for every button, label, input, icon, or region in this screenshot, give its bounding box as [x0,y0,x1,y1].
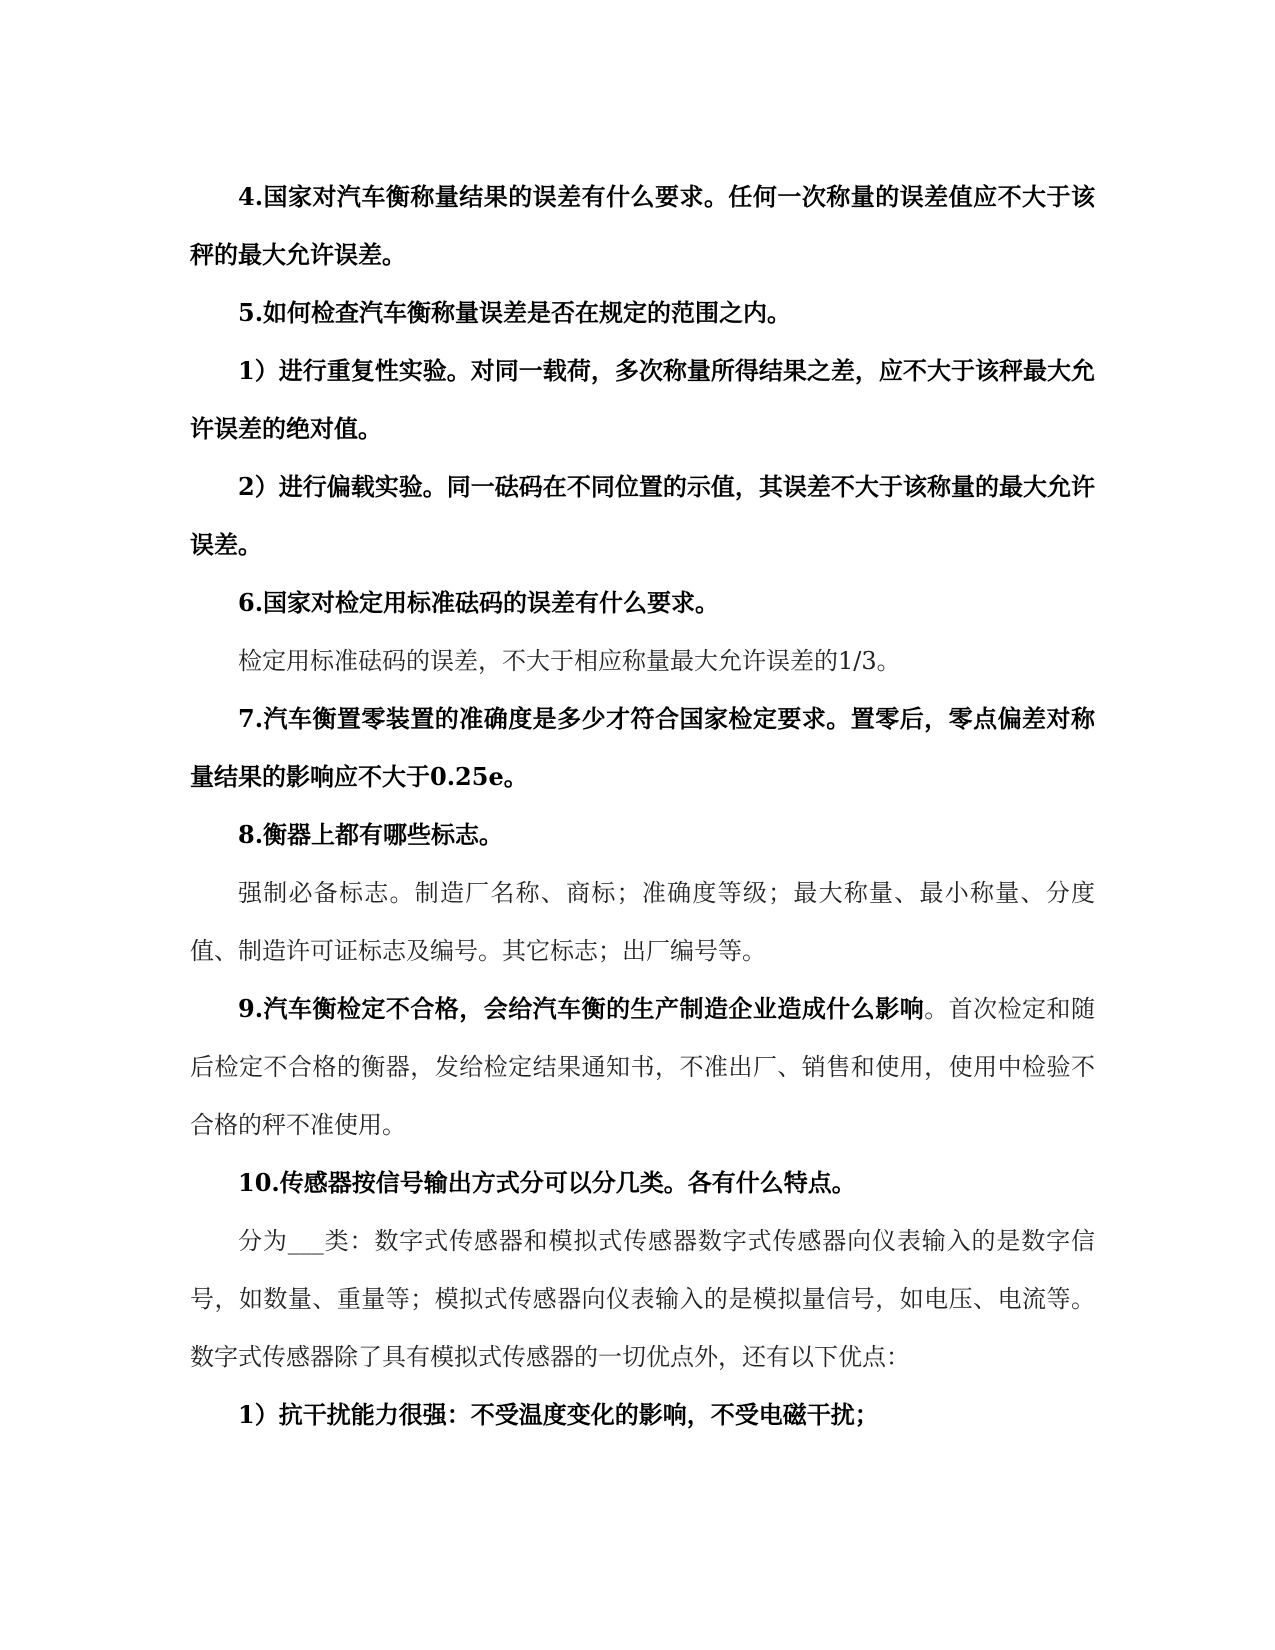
repeatability-test-text: 1）进行重复性实验。对同一载荷，多次称量所得结果之差，应不大于该秤最大允许误差的绝对值。 [190,356,1095,443]
paragraph-repeatability-test [190,342,1095,458]
question-7-text: 7.汽车衡置零装置的准确度是多少才符合国家检定要求。置零后，零点偏差对称量结果的影响应不大于0.25e。 [190,704,1095,791]
paragraph-question-5 [190,284,1095,342]
document-body [190,168,1095,1444]
answer-6-text: 检定用标准砝码的误差，不大于相应称量最大允许误差的1/3。 [238,647,901,675]
paragraph-answer-10 [190,1212,1095,1386]
question-8-text: 8.衡器上都有哪些标志。 [238,820,504,849]
anti-interference-text: 1）抗干扰能力很强：不受温度变化的影响，不受电磁干扰； [238,1400,879,1429]
eccentric-load-test-text: 2）进行偏载实验。同一砝码在不同位置的示值，其误差不大于该称量的最大允许误差。 [190,472,1095,559]
question-6-text: 6.国家对检定用标准砝码的误差有什么要求。 [238,588,720,617]
paragraph-question-10 [190,1154,1095,1212]
paragraph-question-7 [190,690,1095,806]
answer-10-text: 分为___类：数字式传感器和模拟式传感器数字式传感器向仪表输入的是数字信号，如数量、重量等；模拟式传感器向仪表输入的是模拟量信号，如电压、电流等。数字式传感器除了具有模拟式传感器的一切优点外，还有以下优点： [190,1227,1095,1371]
answer-8-text: 强制必备标志。制造厂名称、商标；准确度等级；最大称量、最小称量、分度值、制造许可证标志及编号。其它标志；出厂编号等。 [190,879,1095,965]
paragraph-answer-8 [190,864,1095,980]
question-9-text: 9.汽车衡检定不合格，会给汽车衡的生产制造企业造成什么影响 [238,994,925,1023]
paragraph-answer-6 [190,632,1095,690]
paragraph-question-6 [190,574,1095,632]
paragraph-question-4 [190,168,1095,284]
paragraph-eccentric-load-test [190,458,1095,574]
answer-9-text: 。首次检定和随后检定不合格的衡器，发给检定结果通知书，不准出厂、销售和使用，使用中检验不合格的秤不准使用。 [190,995,1095,1139]
paragraph-question-8 [190,806,1095,864]
question-5-text: 5.如何检查汽车衡称量误差是否在规定的范围之内。 [238,298,792,327]
question-4-text: 4.国家对汽车衡称量结果的误差有什么要求。任何一次称量的误差值应不大于该秤的最大允许误差。 [190,182,1095,269]
paragraph-anti-interference [190,1386,1095,1444]
paragraph-question-9 [190,980,1095,1154]
question-10-text: 10.传感器按信号输出方式分可以分几类。各有什么特点。 [238,1168,856,1197]
